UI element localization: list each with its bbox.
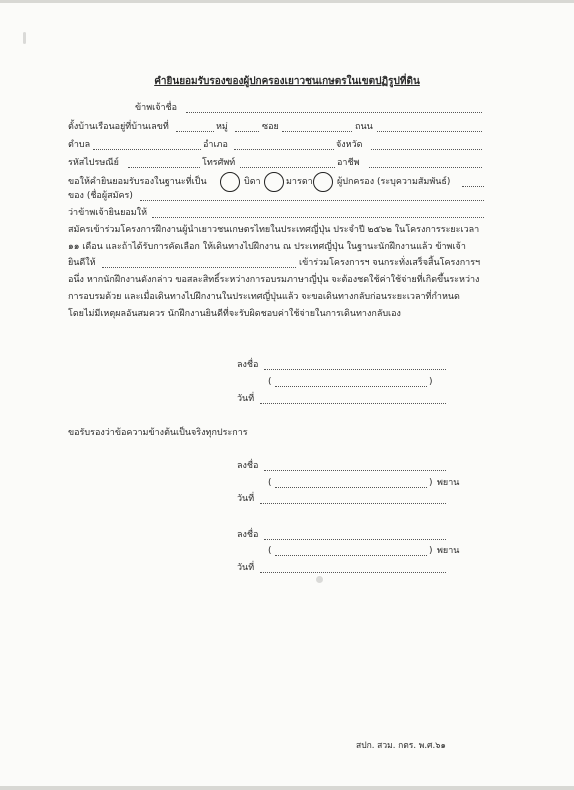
witness-date-label: วันที่ bbox=[237, 563, 255, 573]
date-label: วันที่ bbox=[237, 394, 255, 404]
sign-label: ลงชื่อ bbox=[237, 360, 259, 370]
relationship-field[interactable] bbox=[462, 186, 484, 187]
witness1-name-field[interactable] bbox=[275, 487, 427, 488]
scan-smudge bbox=[316, 576, 323, 583]
body-line: เข้าร่วมโครงการฯ จนกระทั่งเสร็จสิ้นโครงการฯ bbox=[299, 258, 481, 268]
tambon-field[interactable] bbox=[93, 149, 201, 150]
amphoe-field[interactable] bbox=[234, 149, 334, 150]
close-paren: ) bbox=[429, 478, 433, 488]
witness2-signature-field[interactable] bbox=[264, 539, 446, 540]
witness1-signature-field[interactable] bbox=[264, 470, 446, 471]
address-label: ตั้งบ้านเรือนอยู่ที่บ้านเลขที่ bbox=[68, 122, 169, 132]
soi-label: ซอย bbox=[262, 122, 279, 132]
consent-label: ว่าข้าพเจ้ายินยอมให้ bbox=[68, 208, 148, 218]
mother-label: มารดา bbox=[286, 177, 313, 187]
witness-sign-label: ลงชื่อ bbox=[237, 461, 259, 471]
scan-smudge bbox=[23, 32, 26, 44]
consent-name-field[interactable] bbox=[152, 217, 484, 218]
occupation-field[interactable] bbox=[369, 167, 482, 168]
relation-prefix-label: ขอให้คำยินยอมรับรองในฐานะที่เป็น bbox=[68, 177, 207, 187]
postcode-label: รหัสไปรษณีย์ bbox=[68, 158, 119, 168]
witness-label: พยาน bbox=[437, 546, 460, 556]
close-paren: ) bbox=[429, 546, 433, 556]
phone-label: โทรศัพท์ bbox=[202, 158, 236, 168]
soi-field[interactable] bbox=[282, 131, 352, 132]
moo-field[interactable] bbox=[235, 131, 259, 132]
father-label: บิดา bbox=[244, 177, 261, 187]
participant-name-field[interactable] bbox=[102, 267, 296, 268]
open-paren: ( bbox=[268, 478, 272, 488]
open-paren: ( bbox=[268, 546, 272, 556]
province-label: จังหวัด bbox=[336, 140, 363, 150]
father-checkbox[interactable] bbox=[220, 172, 240, 192]
scan-shadow-top bbox=[0, 0, 574, 3]
date-field[interactable] bbox=[260, 403, 446, 404]
postcode-field[interactable] bbox=[128, 167, 200, 168]
name-field[interactable] bbox=[186, 112, 482, 113]
moo-label: หมู่ bbox=[216, 122, 228, 132]
body-line: สมัครเข้าร่วมโครงการฝึกงานผู้นำเยาวชนเกษตรไทยในประเทศญี่ปุ่น ประจำปี ๒๕๖๒ ในโครงการระยะเวลา bbox=[68, 225, 480, 235]
road-field[interactable] bbox=[377, 131, 482, 132]
witness-sign-label: ลงชื่อ bbox=[237, 530, 259, 540]
document-title: คำยินยอมรับรองของผู้ปกครองเยาวชนเกษตรในเขตปฏิรูปที่ดิน bbox=[154, 76, 420, 87]
signature-field[interactable] bbox=[264, 369, 446, 370]
applicant-label: ของ (ชื่อผู้สมัคร) bbox=[68, 191, 133, 201]
printed-name-field[interactable] bbox=[275, 386, 427, 387]
name-label: ข้าพเจ้าชื่อ bbox=[135, 103, 178, 113]
mother-checkbox[interactable] bbox=[264, 172, 284, 192]
body-line: การอบรมด้วย และเมื่อเดินทางไปฝึกงานในประเทศญี่ปุ่นแล้ว จะขอเดินทางกลับก่อนระยะเวลาที่กำหนด bbox=[68, 292, 460, 302]
witness-label: พยาน bbox=[437, 478, 460, 488]
certify-text: ขอรับรองว่าข้อความข้างต้นเป็นจริงทุกประการ bbox=[68, 428, 248, 438]
guardian-label: ผู้ปกครอง (ระบุความสัมพันธ์) bbox=[337, 177, 451, 187]
applicant-name-field[interactable] bbox=[140, 200, 484, 201]
body-line: ๑๑ เดือน และถ้าได้รับการคัดเลือก ให้เดินทางไปฝึกงาน ณ ประเทศญี่ปุ่น ในฐานะนักฝึกงานแล้ว ข้าพเจ้า bbox=[68, 242, 466, 252]
witness-date-label: วันที่ bbox=[237, 494, 255, 504]
house-number-field[interactable] bbox=[176, 131, 214, 132]
occupation-label: อาชีพ bbox=[337, 158, 360, 168]
phone-field[interactable] bbox=[240, 167, 335, 168]
tambon-label: ตำบล bbox=[68, 140, 91, 150]
witness1-date-field[interactable] bbox=[260, 503, 446, 504]
province-field[interactable] bbox=[371, 149, 482, 150]
amphoe-label: อำเภอ bbox=[203, 140, 228, 150]
witness2-name-field[interactable] bbox=[275, 555, 427, 556]
body-line: ยินดีให้ bbox=[68, 258, 96, 268]
road-label: ถนน bbox=[355, 122, 373, 132]
body-line: อนึ่ง หากนักฝึกงานดังกล่าว ขอสละสิทธิ์ระหว่างการอบรมภาษาญี่ปุ่น จะต้องชดใช้ค่าใช้จ่ายที่เกิดขึ้นระหว่าง bbox=[68, 275, 480, 285]
witness2-date-field[interactable] bbox=[260, 572, 446, 573]
body-line: โดยไม่มีเหตุผลอันสมควร นักฝึกงานยินดีที่จะรับผิดชอบค่าใช้จ่ายในการเดินทางกลับเอง bbox=[68, 309, 401, 319]
scan-shadow-bottom bbox=[0, 786, 574, 790]
footer-code: สปก. สวม. กตร. พ.ศ.๖๑ bbox=[356, 741, 446, 751]
close-paren: ) bbox=[429, 377, 433, 387]
open-paren: ( bbox=[268, 377, 272, 387]
guardian-checkbox[interactable] bbox=[313, 172, 333, 192]
